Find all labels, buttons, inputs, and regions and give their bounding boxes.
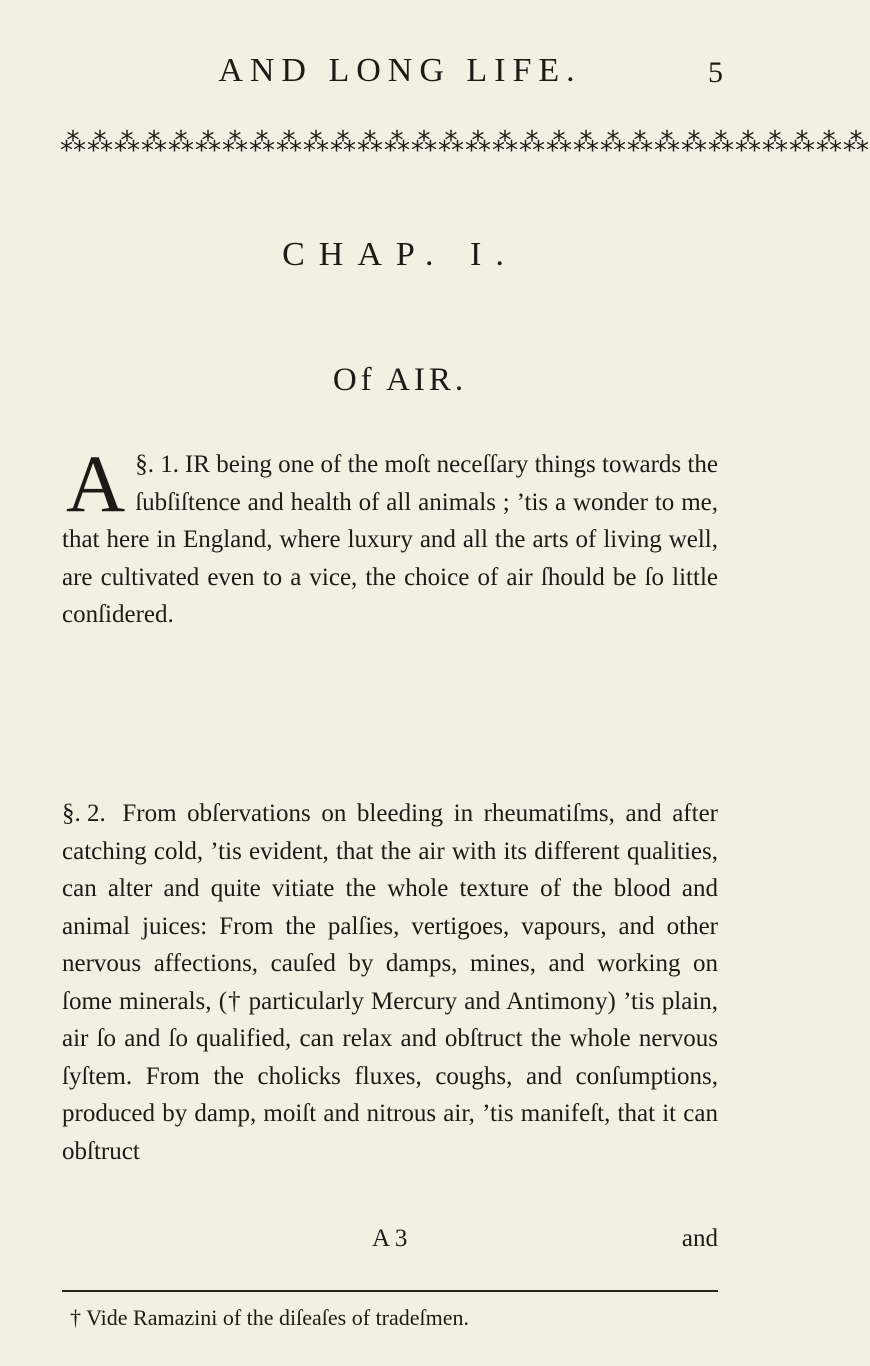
paragraph-text: IR being one of the moſt neceſſary things towards the ſubſiſtence and health of all animals ; ’tis a wonder to me, that here in England, where luxury and all the arts of living well, are cultivated even to a vice, the choice of air ſhould be ſo little conſidered. xyxy=(62,451,718,628)
footnote-rule xyxy=(62,1290,718,1292)
paragraph-2 xyxy=(62,795,718,1170)
section-mark: §. 2. xyxy=(62,800,106,827)
footnote: † Vide Ramazini of the diſeaſes of tradeſmen. xyxy=(70,1305,470,1330)
signature-mark: A 3 xyxy=(372,1225,408,1252)
running-head: AND LONG LIFE. xyxy=(218,52,582,89)
chapter-title: Of AIR. xyxy=(332,362,468,398)
ornament-rule: ⁂⁂⁂⁂⁂⁂⁂⁂⁂⁂⁂⁂⁂⁂⁂⁂⁂⁂⁂⁂⁂⁂⁂⁂⁂⁂⁂⁂⁂⁂ xyxy=(60,128,870,158)
page-number: 5 xyxy=(708,56,723,89)
drop-cap: A xyxy=(66,438,126,529)
catchword: and xyxy=(681,1225,718,1252)
catch-line xyxy=(62,1225,718,1263)
section-mark: §. 1. xyxy=(135,451,179,478)
paragraph-1 xyxy=(62,438,718,634)
paragraph-text: From obſervations on bleeding in rheumatiſms, and after catching cold, ’tis evident, that the air with its different qualities, can alter and quite vitiate the whole texture of the blood and animal juices: From the palſies, vertigoes, vapours, and other nervous affections, cauſed by damps, mines, and working on ſome minerals, († particularly Mercury and Antimony) ’tis plain, air ſo and ſo qualified, can relax and obſtruct the whole nervous ſyſtem. From the cholicks fluxes, coughs, and conſumptions, produced by damp, moiſt and nitrous air, ’tis manifeſt, that it can obſtruct xyxy=(62,800,718,1165)
chapter-heading: CHAP. I. xyxy=(282,236,518,273)
